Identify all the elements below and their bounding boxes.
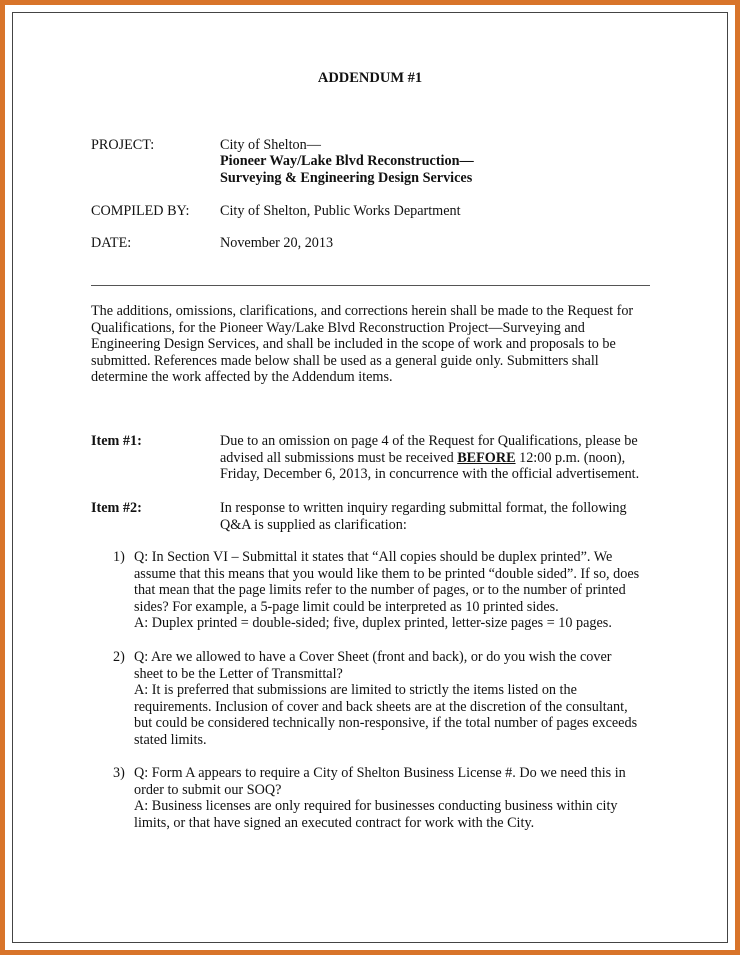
item-1-line: Friday, December 6, 2013, in concurrence with the official advertisement. — [220, 466, 640, 483]
qa-item — [134, 765, 626, 831]
before-emphasis: BEFORE — [457, 449, 516, 466]
qa-item — [134, 649, 637, 749]
qa-line: A: It is preferred that submissions are limited to strictly the items listed on the — [134, 682, 577, 699]
intro-line: Qualifications, for the Pioneer Way/Lake Blvd Reconstruction Project—Surveying and — [91, 319, 585, 336]
qa-line: sides? For example, a 5-page limit could be interpreted as 10 printed sides. — [134, 598, 559, 615]
document-title: ADDENDUM #1 — [317, 70, 423, 86]
item-1-line — [220, 450, 639, 467]
qa-number: 2) — [113, 649, 125, 665]
intro-line: Engineering Design Services, and shall be included in the scope of work and proposals to be — [91, 336, 616, 353]
item-2-label: Item #2: — [91, 500, 142, 516]
qa-line: stated limits. — [134, 731, 207, 748]
intro-line: determine the work affected by the Addendum items. — [91, 369, 393, 386]
item-2-line: In response to written inquiry regarding submittal format, the following — [220, 500, 627, 516]
item-2-line: Q&A is supplied as clarification: — [220, 516, 407, 533]
project-line-1: City of Shelton— — [220, 137, 321, 153]
date-label: DATE: — [91, 235, 132, 251]
item-1-text — [220, 433, 639, 483]
compiled-label: COMPILED BY: — [91, 203, 190, 219]
qa-line: Q: Are we allowed to have a Cover Sheet (front and back), or do you wish the cover — [134, 649, 612, 665]
qa-line: assume that this means that you would like them to be printed “double sided”. If so, does — [134, 565, 640, 582]
intro-line: submitted. References made below shall be used as a general guide only. Submitters shall — [91, 352, 599, 369]
qa-line: A: Business licenses are only required for businesses conducting business within city — [134, 798, 618, 815]
project-line-2: Pioneer Way/Lake Blvd Reconstruction— — [220, 153, 474, 169]
qa-number: 3) — [113, 765, 125, 781]
item-1-line-2-pre: advised all submissions must be received — [220, 449, 458, 466]
item-1-label: Item #1: — [91, 433, 142, 449]
divider-line — [91, 285, 650, 286]
qa-line: A: Duplex printed = double-sided; five, duplex printed, letter-size pages = 10 pages. — [134, 615, 612, 632]
date-value: November 20, 2013 — [220, 235, 334, 251]
project-line-3: Surveying & Engineering Design Services — [220, 170, 473, 186]
qa-line: sheet to be the Letter of Transmittal? — [134, 665, 343, 682]
qa-line: but could be considered technically non-responsive, if the total number of pages exceeds — [134, 715, 638, 732]
compiled-value: City of Shelton, Public Works Department — [220, 203, 461, 219]
qa-item — [134, 549, 639, 632]
qa-line: limits, or that have signed an executed contract for work with the City. — [134, 814, 535, 831]
intro-paragraph — [91, 303, 651, 386]
item-1-line-2-post: 12:00 p.m. (noon), — [515, 449, 626, 466]
item-1-line: Due to an omission on page 4 of the Request for Qualifications, please be — [220, 433, 638, 449]
qa-line: Q: Form A appears to require a City of Shelton Business License #. Do we need this in — [134, 765, 626, 781]
intro-line: The additions, omissions, clarifications, and corrections herein shall be made to the Request for — [91, 303, 634, 319]
qa-line: that mean that the page limits refer to the number of pages, or to the number of printed — [134, 582, 626, 599]
item-2-text — [220, 500, 627, 533]
qa-line: requirements. Inclusion of cover and back sheets are at the discretion of the consultant, — [134, 698, 628, 715]
qa-line: order to submit our SOQ? — [134, 781, 282, 798]
qa-number: 1) — [113, 549, 125, 565]
qa-line: Q: In Section VI – Submittal it states that “All copies should be duplex printed”. We — [134, 549, 613, 565]
project-label: PROJECT: — [91, 137, 155, 153]
